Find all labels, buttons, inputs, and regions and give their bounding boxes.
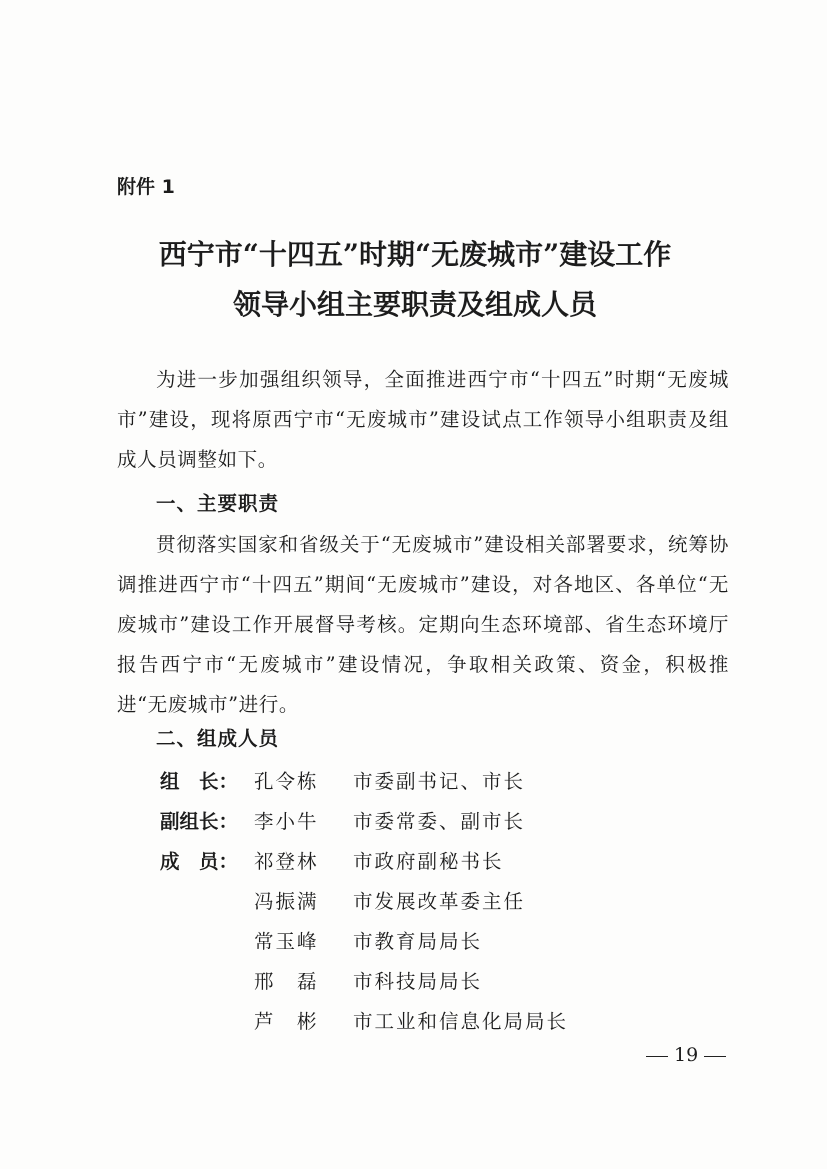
- section-2-heading: 二、组成人员: [156, 727, 280, 750]
- member-position: 市发展改革委主任: [353, 890, 526, 913]
- member-row: [160, 962, 720, 1002]
- member-role: 组 长：: [160, 770, 239, 793]
- page-number: [640, 1044, 732, 1066]
- member-position: 市委常委、副市长: [353, 810, 526, 833]
- member-row: [160, 802, 720, 842]
- member-role: 副组长：: [160, 810, 239, 833]
- member-name: 孔令栋: [254, 770, 319, 793]
- attachment-label: 附件 1: [117, 176, 175, 198]
- intro-paragraph: 为进一步加强组织领导，全面推进西宁市“十四五”时期“无废城市”建设，现将原西宁市“无废城市”建设试点工作领导小组职责及组成人员调整如下。: [117, 368, 729, 471]
- section-1-heading: 一、主要职责: [156, 492, 280, 515]
- dash-right: [704, 1056, 726, 1057]
- member-position: 市委副书记、市长: [353, 770, 526, 793]
- section-1-paragraph: 贯彻落实国家和省级关于“无废城市”建设相关部署要求，统筹协调推进西宁市“十四五”期间“无废城市”建设，对各地区、各单位“无废城市”建设工作开展督导考核。定期向生态环境部、省生态环境厅报告西宁市“无废城市”建设情况，争取相关政策、资金，积极推进“无废城市”进行。: [117, 533, 729, 716]
- member-name: 李小牛: [254, 810, 319, 833]
- member-position: 市科技局局长: [353, 970, 483, 993]
- member-name: 邢 磊: [254, 970, 319, 993]
- member-row: [160, 882, 720, 922]
- member-position: 市教育局局长: [353, 930, 483, 953]
- member-position: 市政府副秘书长: [353, 850, 504, 873]
- member-name: 祁登林: [254, 850, 319, 873]
- page-number-value: 19: [674, 1044, 699, 1066]
- title-line-2: 领导小组主要职责及组成人员: [232, 288, 597, 321]
- member-name: 芦 彬: [254, 1010, 319, 1033]
- member-row: [160, 1002, 720, 1042]
- document-title: [100, 230, 730, 330]
- member-list: [160, 762, 720, 1042]
- dash-left: [646, 1056, 668, 1057]
- member-name: 常玉峰: [254, 930, 319, 953]
- member-position: 市工业和信息化局局长: [353, 1010, 569, 1033]
- member-name: 冯振满: [254, 890, 319, 913]
- title-line-1: 西宁市“十四五”时期“无废城市”建设工作: [158, 238, 672, 271]
- member-row: [160, 842, 720, 882]
- member-row: [160, 922, 720, 962]
- member-role: 成 员：: [160, 850, 239, 873]
- member-row: [160, 762, 720, 802]
